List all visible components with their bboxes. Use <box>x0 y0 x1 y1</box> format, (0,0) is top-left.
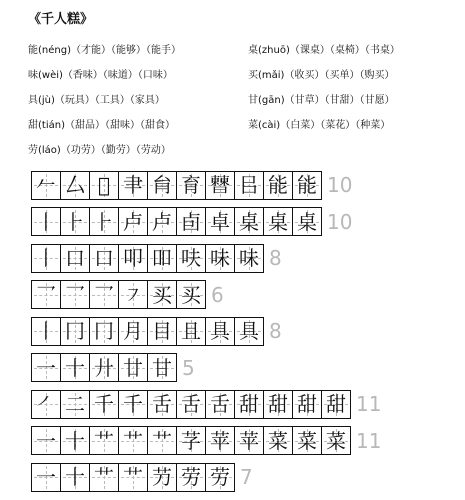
stroke-step-glyph: 味 <box>210 246 230 270</box>
stroke-step-glyph: 口 <box>65 246 85 270</box>
stroke-step-cell <box>322 390 351 419</box>
stroke-step-glyph: 菜 <box>268 428 288 453</box>
stroke-step-glyph: 冂 <box>94 319 114 343</box>
stroke-step-glyph: 卢 <box>152 209 172 234</box>
stroke-step-glyph: 菜 <box>326 428 346 453</box>
stroke-step-cell <box>119 244 148 273</box>
stroke-step-glyph: 一 <box>36 465 56 489</box>
stroke-step-glyph: 艹 <box>94 465 114 489</box>
stroke-step-cell <box>90 390 119 419</box>
stroke-step-glyph: 𠂉 <box>36 173 56 197</box>
stroke-step-glyph: ㇒ <box>36 392 56 416</box>
stroke-step-glyph: 甜 <box>268 392 288 416</box>
stroke-step-cell <box>293 207 322 236</box>
stroke-step-cell <box>148 426 177 455</box>
stroke-step-cell <box>90 426 119 455</box>
stroke-step-cell <box>206 463 235 492</box>
stroke-count: 6 <box>211 282 224 307</box>
stroke-step-cell <box>235 317 264 346</box>
stroke-step-glyph: 乛 <box>36 282 56 307</box>
stroke-step-glyph: 一 <box>36 355 56 380</box>
stroke-step-cell <box>32 463 61 492</box>
stroke-step-glyph: 艹 <box>152 428 172 453</box>
stroke-step-cell <box>32 280 61 309</box>
stroke-step-glyph: ㇇ <box>123 282 143 307</box>
stroke-cells <box>31 353 177 382</box>
stroke-step-glyph: 甜 <box>239 392 259 416</box>
stroke-step-cell <box>206 390 235 419</box>
stroke-step-glyph: 桌 <box>239 209 259 234</box>
stroke-cells <box>31 390 351 419</box>
stroke-step-cell <box>90 353 119 382</box>
stroke-step-glyph: 桌 <box>268 209 288 234</box>
stroke-step-glyph: ⺊ <box>94 209 114 234</box>
stroke-cells <box>31 426 351 455</box>
stroke-step-glyph: 芀 <box>152 465 172 489</box>
stroke-count: 8 <box>269 319 282 343</box>
stroke-step-cell <box>32 207 61 236</box>
stroke-step-glyph: 十 <box>65 465 85 489</box>
stroke-row-味 <box>31 243 282 273</box>
stroke-step-glyph: 𦘒 <box>123 173 143 197</box>
stroke-step-glyph: 育 <box>181 173 201 197</box>
stroke-step-cell <box>90 463 119 492</box>
stroke-step-cell <box>322 426 351 455</box>
stroke-step-cell <box>61 280 90 309</box>
stroke-step-glyph: 能 <box>268 173 288 197</box>
vocab-line: 味(wèi)（香味）（味道）（口味） <box>28 70 173 81</box>
stroke-step-cell <box>293 426 322 455</box>
stroke-step-glyph: 甜 <box>326 392 346 416</box>
vocab-column-right <box>248 38 400 138</box>
stroke-step-cell <box>177 390 206 419</box>
stroke-step-cell <box>148 317 177 346</box>
stroke-cells <box>31 280 206 309</box>
stroke-step-glyph: 㠯 <box>239 173 259 197</box>
stroke-step-glyph: 丨 <box>36 209 56 234</box>
stroke-step-cell <box>235 207 264 236</box>
stroke-step-cell <box>119 390 148 419</box>
stroke-step-cell <box>61 426 90 455</box>
stroke-step-cell <box>119 426 148 455</box>
stroke-step-cell <box>90 171 119 200</box>
stroke-step-glyph: 口 <box>94 246 114 270</box>
stroke-step-cell <box>90 244 119 273</box>
stroke-step-cell <box>264 207 293 236</box>
stroke-step-glyph: 叩 <box>123 246 143 270</box>
stroke-step-cell <box>32 353 61 382</box>
stroke-step-cell <box>148 390 177 419</box>
stroke-cells <box>31 171 322 200</box>
stroke-count: 10 <box>327 209 353 234</box>
stroke-step-cell <box>32 171 61 200</box>
stroke-step-glyph: 苹 <box>239 428 259 453</box>
stroke-row-甘 <box>31 353 195 383</box>
stroke-step-cell <box>235 426 264 455</box>
stroke-step-glyph: 具 <box>239 319 259 343</box>
stroke-count: 11 <box>356 392 382 416</box>
stroke-step-cell <box>177 244 206 273</box>
stroke-step-glyph: 能 <box>297 173 317 197</box>
stroke-step-cell <box>119 463 148 492</box>
stroke-step-glyph: 乛 <box>94 282 114 307</box>
stroke-step-cell <box>206 426 235 455</box>
stroke-step-glyph: 艹 <box>94 428 114 453</box>
stroke-step-glyph: 乛 <box>65 282 85 307</box>
stroke-step-cell <box>61 353 90 382</box>
stroke-step-glyph: 艹 <box>123 428 143 453</box>
stroke-row-能 <box>31 170 352 200</box>
stroke-step-glyph: 舌 <box>181 392 201 416</box>
stroke-step-glyph: 二 <box>65 392 85 416</box>
stroke-count: 5 <box>182 355 195 380</box>
stroke-step-cell <box>148 280 177 309</box>
stroke-row-具 <box>31 316 282 346</box>
stroke-step-cell <box>177 280 206 309</box>
stroke-step-glyph: 厶 <box>65 173 85 197</box>
stroke-step-glyph: 菜 <box>297 428 317 453</box>
stroke-step-glyph: 卣 <box>181 209 201 234</box>
stroke-count: 10 <box>327 173 353 197</box>
stroke-step-glyph: 丨 <box>36 246 56 270</box>
stroke-step-cell <box>206 317 235 346</box>
stroke-step-glyph: 千 <box>94 392 114 416</box>
stroke-step-cell <box>90 317 119 346</box>
stroke-step-glyph: 千 <box>123 392 143 416</box>
stroke-row-买 <box>31 280 224 310</box>
stroke-step-cell <box>32 426 61 455</box>
stroke-step-cell <box>264 171 293 200</box>
stroke-step-glyph: 卢 <box>123 209 143 234</box>
stroke-step-cell <box>148 463 177 492</box>
stroke-step-cell <box>206 244 235 273</box>
stroke-step-glyph: 十 <box>65 428 85 453</box>
stroke-step-glyph: 甘 <box>152 355 172 380</box>
stroke-count: 7 <box>240 465 253 489</box>
stroke-step-glyph: 𠆭 <box>97 173 110 197</box>
stroke-step-glyph: 具 <box>210 319 230 343</box>
stroke-step-cell <box>119 353 148 382</box>
stroke-step-cell <box>119 280 148 309</box>
stroke-step-cell <box>32 390 61 419</box>
lesson-title: 《千人糕》 <box>28 12 94 27</box>
stroke-row-桌 <box>31 207 352 237</box>
stroke-step-glyph: 劳 <box>210 465 230 489</box>
stroke-step-glyph: 䏍 <box>152 173 172 197</box>
stroke-step-cell <box>61 390 90 419</box>
stroke-step-cell <box>119 317 148 346</box>
vocab-line: 能(néng)（才能）（能够）（能手） <box>28 45 181 56</box>
stroke-step-cell <box>32 244 61 273</box>
stroke-step-cell <box>61 244 90 273</box>
stroke-step-glyph: 且 <box>181 319 201 343</box>
stroke-step-glyph: 丨 <box>36 319 56 343</box>
stroke-step-glyph: 舌 <box>210 392 230 416</box>
vocab-line: 劳(láo)（功劳）（勤劳）（劳动） <box>28 145 171 156</box>
stroke-step-cell <box>235 244 264 273</box>
stroke-step-cell <box>293 171 322 200</box>
stroke-step-cell <box>32 317 61 346</box>
stroke-step-cell <box>119 207 148 236</box>
stroke-step-glyph: 舌 <box>152 392 172 416</box>
vocab-line: 买(mǎi)（收买）（买单）（购买） <box>248 70 395 81</box>
stroke-step-glyph: 艹 <box>123 465 143 489</box>
stroke-cells <box>31 244 264 273</box>
stroke-step-glyph: 一 <box>36 428 56 453</box>
stroke-step-cell <box>264 390 293 419</box>
stroke-step-glyph: 劳 <box>181 465 201 489</box>
stroke-step-cell <box>177 171 206 200</box>
stroke-step-glyph: 十 <box>65 355 85 380</box>
stroke-step-glyph: 𣍘 <box>210 173 230 197</box>
stroke-step-cell <box>264 426 293 455</box>
stroke-step-glyph: 廾 <box>94 355 114 380</box>
stroke-step-cell <box>61 463 90 492</box>
stroke-step-glyph: ⺊ <box>65 209 85 234</box>
stroke-step-glyph: 芓 <box>181 428 201 453</box>
stroke-step-glyph: 廿 <box>123 355 143 380</box>
stroke-step-cell <box>177 317 206 346</box>
stroke-step-cell <box>177 426 206 455</box>
stroke-count: 11 <box>356 428 382 453</box>
stroke-cells <box>31 463 235 492</box>
stroke-step-cell <box>235 171 264 200</box>
vocab-line: 菜(cài)（白菜）（菜花）（种菜） <box>248 120 391 131</box>
stroke-step-cell <box>61 317 90 346</box>
stroke-step-cell <box>61 207 90 236</box>
stroke-row-菜 <box>31 426 381 456</box>
stroke-cells <box>31 207 322 236</box>
vocab-line: 甜(tián)（甜品）（甜味）（甜食） <box>28 120 175 131</box>
stroke-step-glyph: 甜 <box>297 392 317 416</box>
stroke-step-glyph: 吅 <box>152 246 172 270</box>
stroke-step-glyph: 呋 <box>181 246 201 270</box>
stroke-step-cell <box>61 171 90 200</box>
stroke-step-glyph: 买 <box>181 282 201 307</box>
stroke-step-cell <box>293 390 322 419</box>
stroke-step-cell <box>177 463 206 492</box>
stroke-cells <box>31 317 264 346</box>
stroke-step-glyph: 目 <box>152 319 172 343</box>
vocab-line: 桌(zhuō)（课桌）（桌椅）（书桌） <box>248 45 400 56</box>
stroke-step-cell <box>235 390 264 419</box>
stroke-step-cell <box>148 353 177 382</box>
stroke-step-cell <box>148 244 177 273</box>
stroke-step-cell <box>206 207 235 236</box>
vocab-line: 具(jù)（玩具）（工具）（家具） <box>28 95 165 106</box>
stroke-step-cell <box>148 207 177 236</box>
stroke-step-glyph: 苹 <box>210 428 230 453</box>
stroke-step-cell <box>177 207 206 236</box>
vocab-column-left <box>28 38 181 163</box>
stroke-row-甜 <box>31 389 381 419</box>
stroke-step-cell <box>90 207 119 236</box>
stroke-step-glyph: 卓 <box>210 209 230 234</box>
vocab-line: 甘(gān)（甘草）（甘甜）（甘愿） <box>248 95 395 106</box>
stroke-row-劳 <box>31 462 253 492</box>
stroke-step-glyph: 味 <box>239 246 259 270</box>
stroke-step-cell <box>119 171 148 200</box>
stroke-step-glyph: 冂 <box>65 319 85 343</box>
stroke-step-cell <box>90 280 119 309</box>
stroke-step-glyph: 月 <box>123 319 143 343</box>
stroke-count: 8 <box>269 246 282 270</box>
stroke-step-cell <box>148 171 177 200</box>
stroke-step-glyph: 买 <box>152 282 172 307</box>
stroke-step-cell <box>206 171 235 200</box>
stroke-step-glyph: 桌 <box>297 209 317 234</box>
